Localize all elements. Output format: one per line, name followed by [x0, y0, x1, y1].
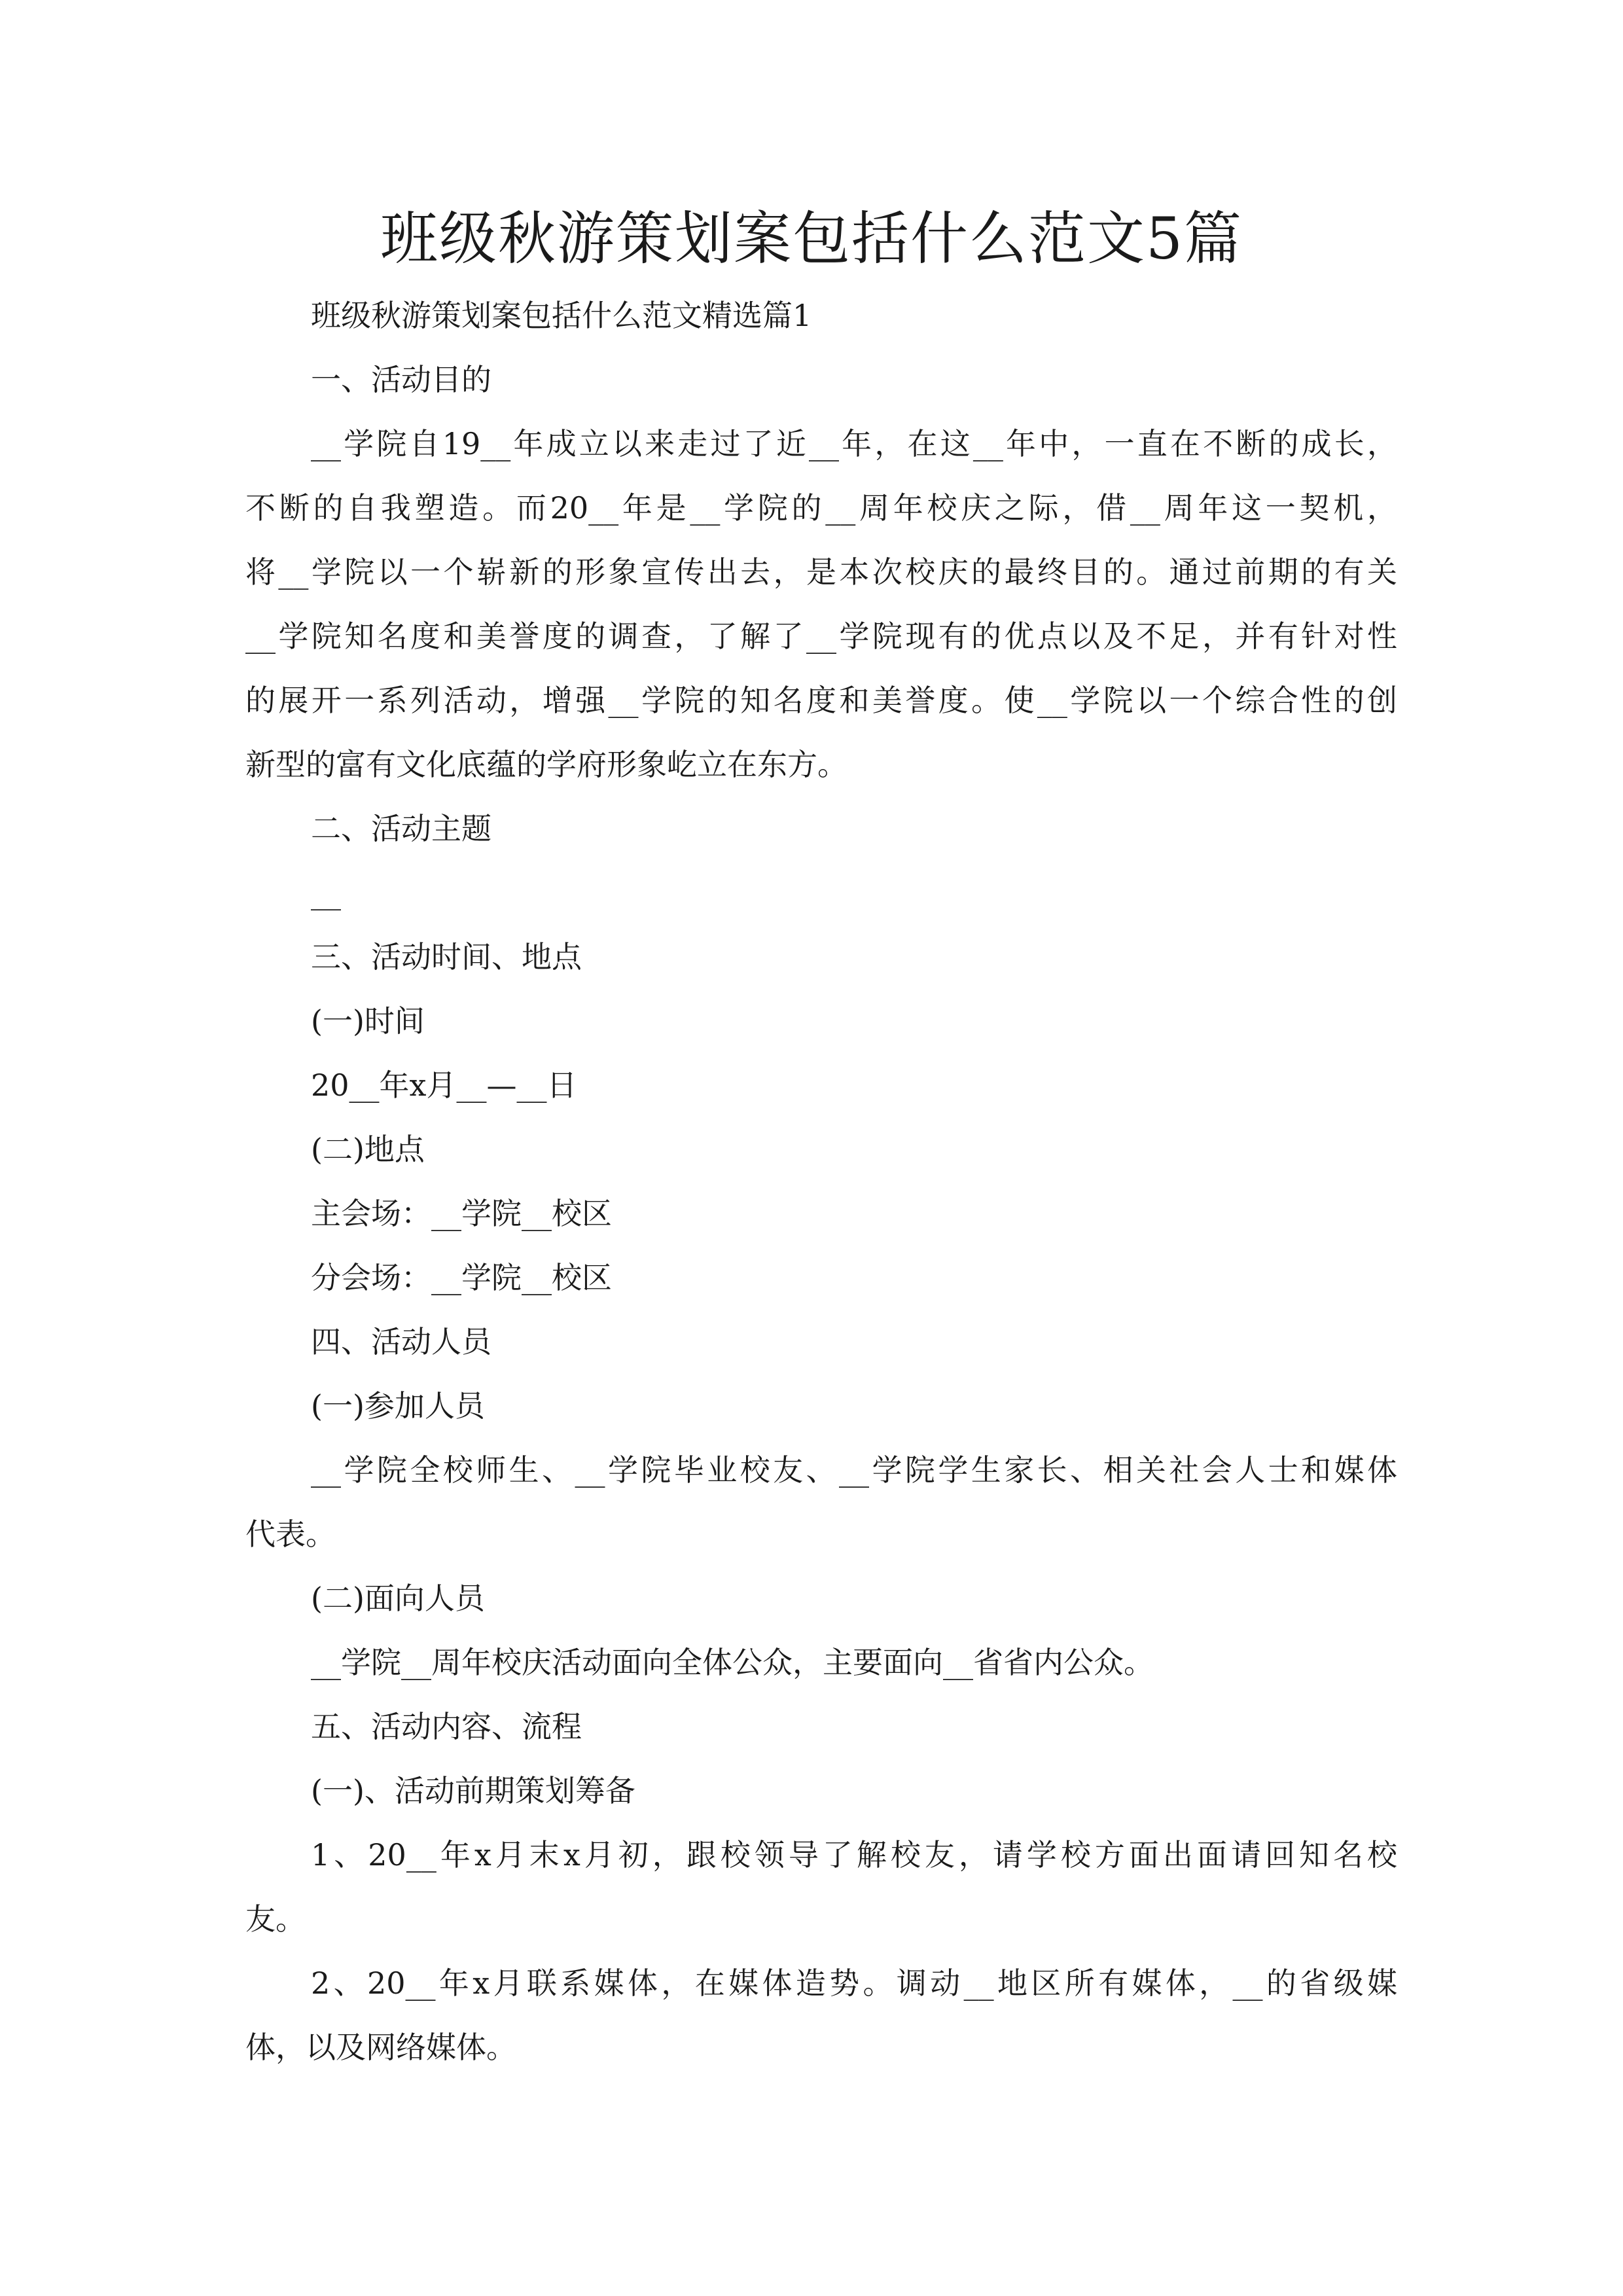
paragraph-line: __: [311, 875, 341, 910]
subtitle: 班级秋游策划案包括什么范文精选篇1: [311, 298, 812, 333]
section-heading: 一、活动目的: [311, 362, 491, 397]
section-heading: 三、活动时间、地点: [311, 939, 582, 975]
section-heading: 四、活动人员: [311, 1324, 491, 1359]
subsection-heading: (一)时间: [311, 1003, 425, 1039]
subsection-heading: (二)面向人员: [311, 1581, 485, 1616]
subsection-heading: (二)地点: [311, 1132, 425, 1167]
subsection-heading: (一)、活动前期策划筹备: [311, 1773, 635, 1808]
paragraph-line: __学院自19__年成立以来走过了近__年，在这__年中，一直在不断的成长，: [311, 426, 1397, 461]
paragraph-line: 20__年x月__—__日: [311, 1067, 577, 1103]
paragraph-line: __学院全校师生、__学院毕业校友、__学院学生家长、相关社会人士和媒体: [311, 1452, 1397, 1488]
paragraph-line: 新型的富有文化底蕴的学府形象屹立在东方。: [245, 747, 847, 782]
paragraph-line: 2、20__年x月联系媒体，在媒体造势。调动__地区所有媒体，__的省级媒: [311, 1965, 1397, 2001]
paragraph-line: 将__学院以一个崭新的形象宣传出去，是本次校庆的最终目的。通过前期的有关: [245, 554, 1397, 590]
paragraph-line: 友。: [245, 1901, 306, 1937]
document-title: 班级秋游策划案包括什么范文5篇: [380, 205, 1243, 272]
paragraph-line: 分会场：__学院__校区: [311, 1260, 612, 1295]
paragraph-line: 的展开一系列活动，增强__学院的知名度和美誉度。使__学院以一个综合性的创: [245, 683, 1397, 718]
paragraph-line: 代表。: [245, 1516, 336, 1552]
section-heading: 五、活动内容、流程: [311, 1709, 582, 1744]
paragraph-line: __学院知名度和美誉度的调查，了解了__学院现有的优点以及不足，并有针对性: [245, 619, 1397, 654]
paragraph-line: 主会场：__学院__校区: [311, 1196, 612, 1231]
paragraph-line: 1、20__年x月末x月初，跟校领导了解校友，请学校方面出面请回知名校: [311, 1837, 1397, 1873]
paragraph-line: __学院__周年校庆活动面向全体公众，主要面向__省省内公众。: [311, 1645, 1154, 1680]
subsection-heading: (一)参加人员: [311, 1388, 485, 1424]
paragraph-line: 体，以及网络媒体。: [245, 2030, 516, 2065]
section-heading: 二、活动主题: [311, 811, 491, 846]
paragraph-line: 不断的自我塑造。而20__年是__学院的__周年校庆之际，借__周年这一契机，: [245, 490, 1397, 526]
